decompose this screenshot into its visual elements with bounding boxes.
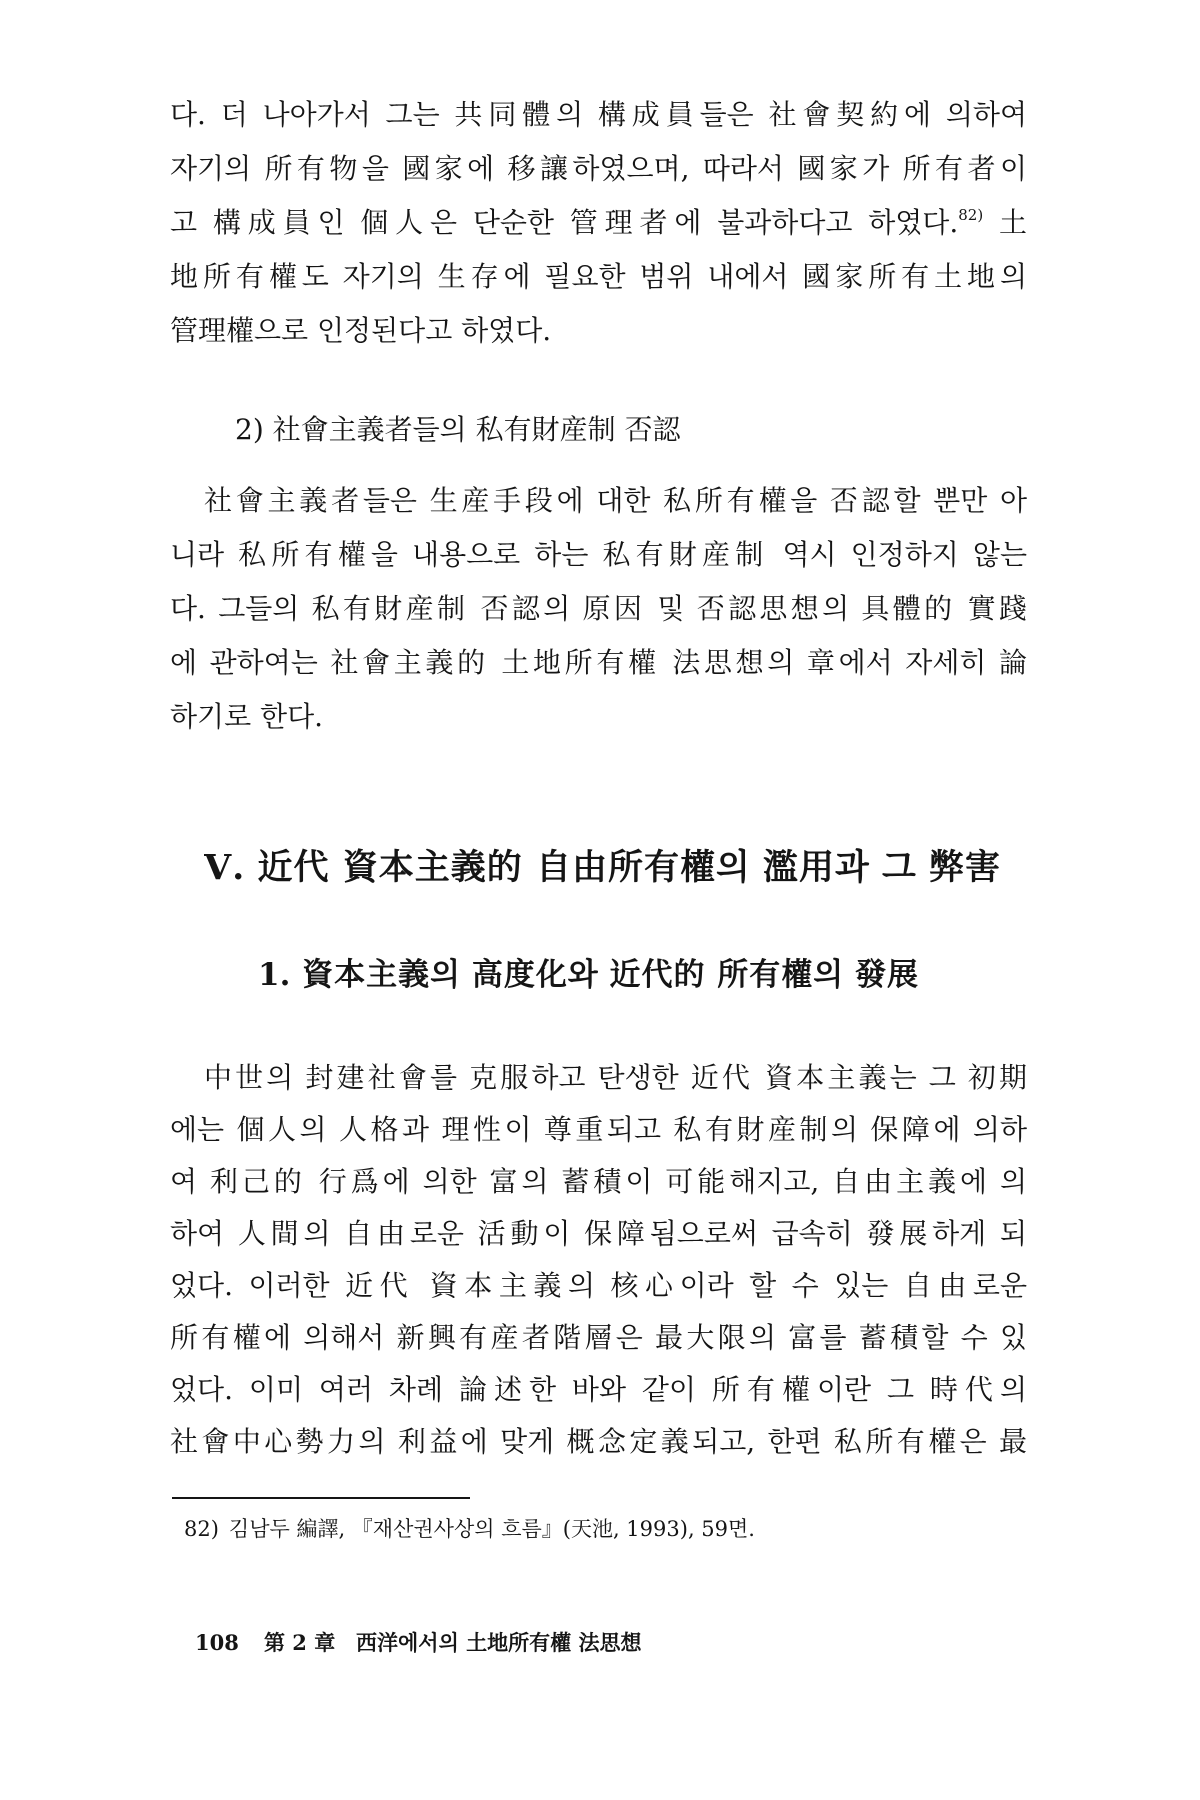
body-text-line: 자기의 所有物을 國家에 移讓하였으며, 따라서 國家가 所有者이 — [170, 152, 1027, 185]
body-text-line: 地所有權도 자기의 生存에 필요한 범위 내에서 國家所有土地의 — [170, 260, 1027, 293]
body-text-line: 하기로 한다. — [170, 700, 324, 733]
body-text-line: 社會主義者들은 生産手段에 대한 私所有權을 否認할 뿐만 아 — [204, 484, 1027, 517]
running-footer-title: 西洋에서의 土地所有權 法思想 — [356, 1630, 642, 1655]
body-text-line: 었다. 이러한 近代 資本主義의 核心이라 할 수 있는 自由로운 — [170, 1269, 1027, 1302]
footnote-marker: 82) — [184, 1517, 219, 1541]
body-text-line: 中世의 封建社會를 克服하고 탄생한 近代 資本主義는 그 初期 — [204, 1061, 1027, 1094]
body-text: 고 構成員인 個人은 단순한 管理者에 불과하다고 하였다. — [170, 206, 959, 239]
body-text-line: 所有權에 의해서 新興有産者階層은 最大限의 富를 蓄積할 수 있 — [170, 1321, 1027, 1354]
body-text-line: 에는 個人의 人格과 理性이 尊重되고 私有財産制의 保障에 의하 — [170, 1113, 1027, 1146]
body-text-line: 여 利己的 行爲에 의한 富의 蓄積이 可能해지고, 自由主義에 의 — [170, 1165, 1027, 1198]
section-heading: 2) 社會主義者들의 私有財産制 否認 — [235, 413, 681, 446]
body-text-line — [170, 203, 1027, 243]
body-text-line: 管理權으로 인정된다고 하였다. — [170, 314, 552, 347]
body-text-line: 었다. 이미 여러 차례 論述한 바와 같이 所有權이란 그 時代의 — [170, 1373, 1027, 1406]
body-text: 土 — [998, 206, 1027, 239]
body-text-line: 다. 그들의 私有財産制 否認의 原因 및 否認思想의 具體的 實踐 — [170, 592, 1027, 625]
body-text-line: 社會中心勢力의 利益에 맞게 概念定義되고, 한편 私所有權은 最 — [170, 1425, 1027, 1458]
body-text-line: 에 관하여는 社會主義的 土地所有權 法思想의 章에서 자세히 論 — [170, 646, 1027, 679]
page-number: 108 — [195, 1630, 239, 1655]
body-text-line: 하여 人間의 自由로운 活動이 保障됨으로써 급속히 發展하게 되 — [170, 1217, 1027, 1250]
footnote-ref: 82) — [958, 206, 984, 224]
chapter-label: 第 2 章 — [264, 1630, 336, 1655]
footnote-rule — [172, 1497, 470, 1499]
footnote-text: 김남두 編譯, 『재산권사상의 흐름』(天池, 1993), 59면. — [228, 1517, 755, 1541]
chapter-title: Ⅴ. 近代 資本主義的 自由所有權의 濫用과 그 弊害 — [204, 847, 1000, 888]
subsection-title: 1. 資本主義의 高度化와 近代的 所有權의 發展 — [258, 957, 918, 993]
footnote — [184, 1514, 755, 1544]
body-text-line: 다. 더 나아가서 그는 共同體의 構成員들은 社會契約에 의하여 — [170, 98, 1027, 131]
body-text-line: 니라 私所有權을 내용으로 하는 私有財産制 역시 인정하지 않는 — [170, 538, 1027, 571]
